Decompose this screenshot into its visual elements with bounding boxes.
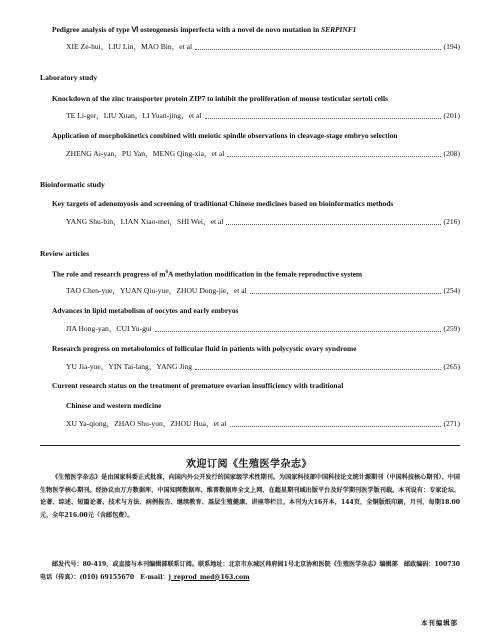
article-authors: ZHENG Ai-yan，PU Yan，MENG Qing-xia，et al bbox=[66, 149, 225, 158]
dot-leader bbox=[205, 118, 441, 119]
dot-leader bbox=[155, 331, 441, 332]
dot-leader bbox=[250, 293, 441, 294]
page-number: (259) bbox=[443, 324, 460, 333]
page-number: (271) bbox=[443, 419, 460, 428]
article-author-line bbox=[66, 362, 460, 372]
article-title[interactable]: Application of morphokinetics combined with meiotic spindle observations in cleavage-stage embryo selection bbox=[52, 131, 398, 140]
dot-leader bbox=[227, 156, 440, 157]
article-authors: YU Jia-yue，YIN Tai-lang，YANG Jing bbox=[66, 362, 193, 371]
section-heading-bioinformatic-study: Bioinformatic study bbox=[40, 180, 105, 189]
article-title-continued[interactable]: Chinese and western medicine bbox=[66, 401, 162, 410]
subscribe-contact: 邮发代号：80-419，或直接与本刊编辑部联系订阅。联系地址：北京市东城区帅府园1号北京协和医院《生殖医学杂志》编辑部 邮政编码：100730 电话（传真）：(010) 69155670 E-mail：j_reprod_med@163.com bbox=[40, 561, 467, 581]
article-title[interactable]: Key targets of adenomyosis and screening of traditional Chinese medicines based on bioinformatics methods bbox=[52, 199, 394, 208]
article-title[interactable]: The role and research progress of $m^6A$ methylation modification in the female reproductive system bbox=[52, 269, 363, 279]
article-authors: JIA Hong-yan，CUI Yu-gui bbox=[66, 324, 152, 333]
divider bbox=[40, 445, 460, 446]
dot-leader bbox=[195, 369, 440, 370]
page-number: (194) bbox=[443, 42, 460, 51]
article-title[interactable]: Research progress on metabolomics of follicular fluid in patients with polycystic ovary syndrome bbox=[52, 344, 357, 353]
page-number: (265) bbox=[443, 362, 460, 371]
dot-leader bbox=[226, 224, 440, 225]
article-author-line bbox=[66, 149, 460, 159]
editorial-office-signature: 本刊编辑部 bbox=[421, 619, 458, 627]
article-author-line bbox=[66, 419, 460, 429]
page-number: (254) bbox=[443, 286, 460, 295]
email-link[interactable]: j_reprod_med@163.com bbox=[168, 573, 250, 581]
page-number: (201) bbox=[443, 111, 460, 120]
article-author-line bbox=[66, 324, 460, 334]
dot-leader bbox=[230, 426, 441, 427]
article-title[interactable]: Pedigree analysis of type Ⅵ osteogenesis imperfecta with a novel de novo mutation in SERPINF1 bbox=[52, 25, 357, 34]
article-authors: XU Ya-qiong，ZHAO Shu-yun，ZHOU Hua，et al bbox=[66, 419, 227, 428]
article-author-line bbox=[66, 286, 460, 296]
page-number: (208) bbox=[443, 149, 460, 158]
section-heading-laboratory-study: Laboratory study bbox=[40, 73, 98, 82]
article-authors: XIE Ze-hui，LIU Lin，MAO Bin，et al bbox=[66, 42, 193, 51]
subscribe-intro: 《生殖医学杂志》是由国家科委正式批准，向国内外公开发行的国家级学术性期刊。为国家科技部中国科技论文统计源期刊（中国科技核心期刊）、中国生物医学核心期刊。经协议由万方数据库、中国知网数据库、维普数据库全文上网，在超星期刊域出版平台及好学期刊医学版刊载。本刊设有：专家论坛、论著、综述、短篇论著、技术与方法、病例报告、继续教育、基层生殖健康、讲座等栏目。本刊为大16开本，144页，全铜版纸印刷，月刊，每期18.00元，全年216.00元（含邮包费）。 bbox=[40, 474, 460, 519]
article-title[interactable]: Current research status on the treatment of premature ovarian insufficiency with traditional bbox=[52, 381, 344, 390]
subscribe-heading: 欢迎订阅《生殖医学杂志》 bbox=[186, 459, 312, 470]
article-title[interactable]: Advances in lipid metabolism of oocytes and early embryos bbox=[52, 306, 239, 315]
article-author-line bbox=[66, 111, 460, 121]
article-title[interactable]: Knockdown of the zinc transporter protein ZIP7 to inhibit the proliferation of mouse testicular sertoli cells bbox=[52, 94, 388, 103]
article-authors: YANG Shu-bin，LIAN Xiao-mei，SHI Wei，et al bbox=[66, 217, 224, 226]
article-authors: TE Li-ger，LIU Xuan，LI Yuan-jing，et al bbox=[66, 111, 202, 120]
dot-leader bbox=[195, 49, 440, 50]
article-authors: TAO Chen-yue，YUAN Qiu-yue，ZHOU Dong-jie，et al bbox=[66, 286, 247, 295]
section-heading-review-articles: Review articles bbox=[40, 249, 90, 258]
article-author-line bbox=[66, 217, 460, 227]
page-number: (216) bbox=[443, 217, 460, 226]
article-author-line bbox=[66, 42, 460, 52]
